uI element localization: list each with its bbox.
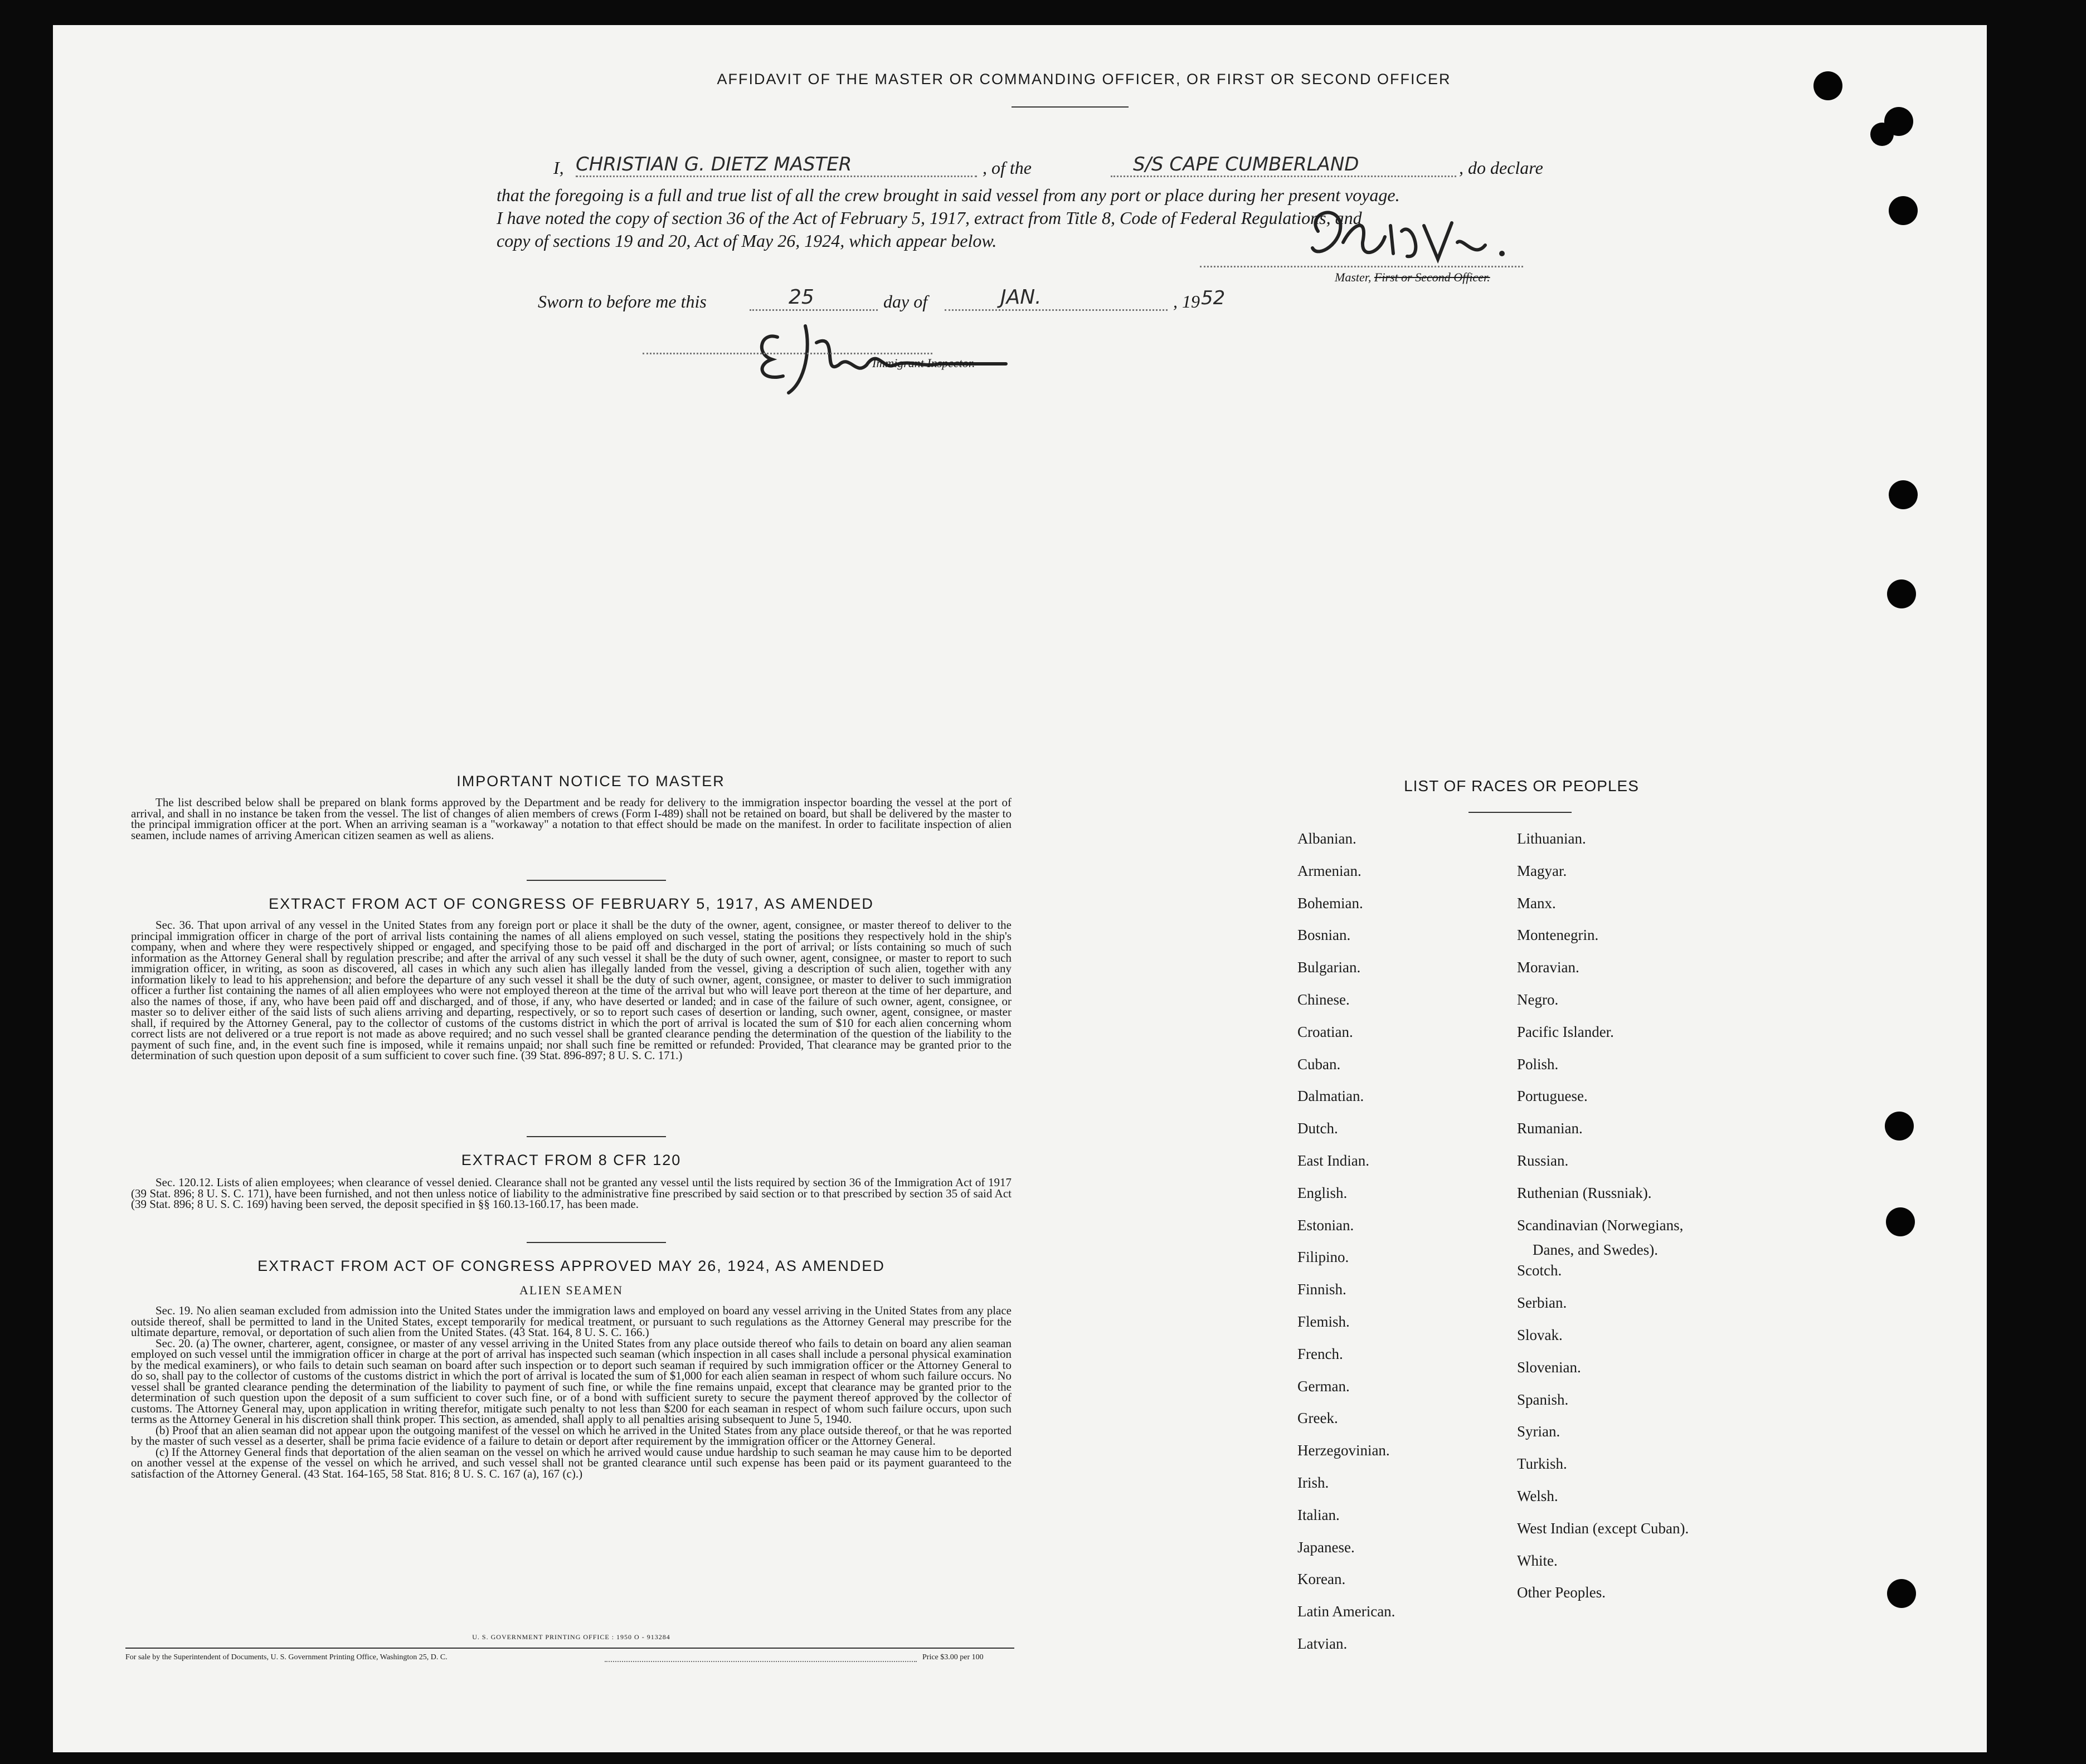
heading-divider	[1012, 106, 1129, 108]
race-item: Bohemian.	[1297, 894, 1363, 912]
race-item: Italian.	[1297, 1506, 1340, 1523]
year-prefix: , 19	[1173, 291, 1200, 311]
declarant-name: CHRISTIAN G. DIETZ MASTER	[576, 153, 852, 176]
race-item: West Indian (except Cuban).	[1517, 1519, 1689, 1537]
divider-2	[527, 1136, 666, 1137]
race-item: East Indian.	[1297, 1152, 1369, 1169]
of-the-label: , of the	[983, 158, 1032, 178]
binder-hole	[1886, 1207, 1915, 1236]
race-item: Danes, and Swedes).	[1533, 1241, 1658, 1258]
footer-leader	[605, 1661, 917, 1662]
race-item: Cuban.	[1297, 1055, 1341, 1073]
sworn-prefix: Sworn to before me this	[538, 291, 707, 311]
race-item: Slovenian.	[1517, 1358, 1581, 1376]
binder-hole	[1885, 1112, 1914, 1141]
race-item: Other Peoples.	[1517, 1584, 1606, 1601]
inspector-signature-line	[643, 353, 932, 354]
race-item: Magyar.	[1517, 862, 1567, 879]
race-item: Spanish.	[1517, 1391, 1569, 1408]
race-item: Slovak.	[1517, 1327, 1563, 1343]
extract-1917-text: Sec. 36. That upon arrival of any vessel in the United States from any foreign port or place it shall be the duty of the owner, agent, consignee, or master thereof to deliver to the principal immigration officer in charge of the port of arrival lists containing the names of all aliens employed on such vessel, stating the positions they respectively hold in the ship's company, when and where they were respectively shipped or engaged, and specifying those to be paid off and discharged in the port of arrival; or lists containing so much of such information as the Attorney General shall by regulation prescribe; and after the arrival of any such vessel it shall be the duty of such owner, agent, consignee, or master to report to such immigration officer, in writing, as soon as discovered, all cases in which any such alien has illegally landed from the vessel, giving a description of such alien, together with any information likely to lead to his apprehension; and before the departure of any such vessel it shall be the duty of such owner, agent, consignee, or master to deliver to such immigration officer a further list containing the names of all alien employees who were not employed thereon at the time of the arrival but who will leave port thereon at the time of her departure, and also the names of those, if any, who have been paid off and discharged, and of those, if any, who have deserted or landed; and in case of the failure of such owner, agent, consignee, or master so to deliver either of the said lists of such aliens arriving and departing, respectively, or so to report such cases of desertion or landing, such owner, agent, consignee, or master shall, if required by the Attorney General, pay to the collector of customs of the customs district in which the port of arrival is located the sum of $10 for each alien concerning whom correct lists are not delivered or a true report is not made as above required; and no such vessel shall be granted clearance pending the determination of the question of the liability to the payment of such fine, and, in the event such fine is imposed, while it remains unpaid; nor shall such fine be remitted or refunded: Provided, That clearance may be granted prior to the determination of such question upon deposit of a sum sufficient to cover such fine. (39 Stat. 896-897; 8 U. S. C. 171.)	[131, 918, 1012, 1062]
section-19: Sec. 19. No alien seaman excluded from admission into the United States under the immigration laws and employed on board any vessel arriving in the United States from any place outside thereof, shall be permitted to land in the United States, except temporarily for medical treatment, or pursuant to such regulations as the Attorney General may prescribe for the ultimate departure, removal, or deportation of such alien from the United States. (43 Stat. 164, 8 U. S. C. 166.)	[131, 1304, 1012, 1339]
race-item: White.	[1517, 1552, 1558, 1569]
extract-1924-subheading: ALIEN SEAMEN	[519, 1283, 623, 1297]
section-20a: Sec. 20. (a) The owner, charterer, agent, consignee, or master of any vessel arriving in the United States from any place outside thereof who fails to detain on board any alien seaman employed on such vessel until the immigration officer in charge at the port of arrival has inspected such seaman (which inspection in all cases shall include a personal physical examination by the medical examiners), or who fails to detain such seaman on board after such inspection or to deport such seaman if required by such immigration officer or the Attorney General to do so, shall pay to the collector of customs of the customs district in which the port of arrival is located the sum of $1,000 for each alien seaman in respect of whom such failure occurs. No vessel shall be granted clearance pending the determination of the liability to payment of such fine, or while the fine remains unpaid, except that clearance may be granted prior to the determination of such question upon the deposit of a sum sufficient to cover such fine, or of a bond with sufficient surety to secure the payment thereof approved by the collector of customs. The Attorney General may, upon application in writing therefor, mitigate such penalty to not less than $200 for each seaman in respect of whom such failure occurs, upon such terms as the Attorney General in his discretion shall think proper. This section, as amended, shall apply to all penalties arising subsequent to June 5, 1940.	[131, 1336, 1012, 1426]
race-item: German.	[1297, 1377, 1350, 1395]
race-item: Portuguese.	[1517, 1088, 1588, 1105]
race-item: Pacific Islander.	[1517, 1023, 1614, 1040]
affidavit-line-1	[553, 153, 1607, 181]
race-item: Finnish.	[1297, 1281, 1346, 1298]
signature-caption: Master, First or Second Officer.	[1335, 270, 1490, 284]
binder-hole	[1889, 196, 1918, 225]
affidavit-line-3: I have noted the copy of section 36 of the Act of February 5, 1917, extract from Title 8, Code of Federal Regulations, and	[497, 208, 1362, 228]
race-item: English.	[1297, 1184, 1348, 1201]
vessel-name: S/S CAPE CUMBERLAND	[1133, 153, 1359, 176]
master-signature	[1296, 192, 1530, 281]
binder-hole	[1887, 579, 1916, 608]
divider-3	[527, 1242, 666, 1243]
race-item: Dutch.	[1297, 1120, 1338, 1137]
sworn-day: 25	[789, 286, 814, 309]
race-item: Moravian.	[1517, 959, 1579, 976]
race-item: Scotch.	[1517, 1262, 1562, 1279]
notice-text: The list described below shall be prepared on blank forms approved by the Department and be ready for delivery to the immigration inspector boarding the vessel at the port of arrival, and shall in no instance be taken from the vessel. The list of changes of alien members of crews (Form I-489) shall not be retained on board, but shall be delivered by the master to the principal immigration officer at the port. When an arriving seaman is a "workaway" a notation to that effect should be made on the manifest. In order to facilitate inspection of alien seamen, include names of arriving American citizen seamen as well as aliens.	[131, 796, 1012, 842]
race-item: Armenian.	[1297, 862, 1362, 879]
race-item: Rumanian.	[1517, 1120, 1583, 1137]
race-item: Bulgarian.	[1297, 959, 1361, 976]
extract-1924-heading: EXTRACT FROM ACT OF CONGRESS APPROVED MAY 26, 1924, AS AMENDED	[257, 1258, 885, 1274]
binder-hole	[1887, 1579, 1916, 1608]
price-note: Price $3.00 per 100	[922, 1653, 984, 1661]
race-item: Herzegovinian.	[1297, 1442, 1390, 1459]
master-signature-line	[1200, 266, 1523, 267]
extract-cfr-text: Sec. 120.12. Lists of alien employees; when clearance of vessel denied. Clearance shall not be granted any vessel until the lists required by section 36 of the Immigration Act of 1917 (39 Stat. 896; 8 U. S. C. 171), have been furnished, and not then unless notice of liability to the administrative fine prescribed by said section or to that prescribed by section 35 of said Act (39 Stat. 896; 8 U. S. C. 169) having been served, the deposit specified in §§ 160.13-160.17, has been made.	[131, 1176, 1012, 1211]
race-item: Filipino.	[1297, 1249, 1349, 1266]
race-item: Syrian.	[1517, 1423, 1560, 1440]
day-of-label: day of	[883, 291, 928, 311]
do-declare-label: , do declare	[1459, 158, 1543, 178]
binder-hole	[1813, 71, 1842, 100]
race-item: Latvian.	[1297, 1635, 1348, 1652]
race-item: Korean.	[1297, 1571, 1346, 1588]
race-item: Croatian.	[1297, 1023, 1353, 1040]
affidavit-line-2: that the foregoing is a full and true list of all the crew brought in said vessel from any port or place during her present voyage.	[497, 185, 1400, 205]
affidavit-line-4: copy of sections 19 and 20, Act of May 26, 1924, which appear below.	[497, 231, 997, 251]
race-item: Serbian.	[1517, 1294, 1567, 1312]
race-item: Japanese.	[1297, 1538, 1355, 1556]
race-item: Ruthenian (Russniak).	[1517, 1184, 1652, 1201]
race-item: Negro.	[1517, 991, 1559, 1008]
document-page	[53, 25, 1987, 1752]
race-item: Montenegrin.	[1517, 927, 1599, 944]
races-divider	[1469, 812, 1572, 813]
inspector-caption: Immigrant Inspector.	[872, 356, 975, 370]
race-item: French.	[1297, 1345, 1343, 1362]
race-item: Estonian.	[1297, 1216, 1354, 1234]
race-item: Greek.	[1297, 1410, 1338, 1427]
section-20b: (b) Proof that an alien seaman did not appear upon the outgoing manifest of the vessel on which he arrived in the United States from any place outside thereof, or that he was reported by the master of such vessel as a deserter, shall be prima facie evidence of a failure to detain or deport after requirement by the immigration officer or the Attorney General.	[131, 1423, 1012, 1448]
section-20c: (c) If the Attorney General finds that deportation of the alien seaman on the vessel on which he arrived would cause undue hardship to such seaman he may cause him to be deported on another vessel at the expense of the vessel on which he arrived, and such vessel shall not be granted clearance until such expense has been paid or its payment guaranteed to the satisfaction of the Attorney General. (43 Stat. 164-165, 58 Stat. 816; 8 U. S. C. 167 (a), 167 (c).)	[131, 1445, 1012, 1480]
race-item: Russian.	[1517, 1152, 1569, 1169]
for-sale-note: For sale by the Superintendent of Documents, U. S. Government Printing Office, Washington 25, D. C.	[125, 1653, 448, 1661]
race-item: Irish.	[1297, 1474, 1329, 1491]
sworn-line	[538, 286, 1429, 315]
divider-1	[527, 880, 666, 881]
race-item: Chinese.	[1297, 991, 1350, 1008]
races-heading: LIST OF RACES OR PEOPLES	[1404, 777, 1639, 795]
race-item: Bosnian.	[1297, 927, 1351, 944]
extract-cfr-heading: EXTRACT FROM 8 CFR 120	[461, 1152, 682, 1168]
sworn-month: JAN.	[1000, 286, 1042, 309]
race-item: Flemish.	[1297, 1313, 1350, 1330]
printing-office-note: U. S. GOVERNMENT PRINTING OFFICE : 1950 O - 913284	[472, 1633, 670, 1641]
race-item: Turkish.	[1517, 1455, 1567, 1473]
race-item: Scandinavian (Norwegians,	[1517, 1216, 1684, 1234]
footer-rule	[125, 1648, 1014, 1649]
binder-hole	[1870, 123, 1894, 146]
binder-hole	[1889, 480, 1918, 509]
race-item: Manx.	[1517, 894, 1556, 912]
notice-heading: IMPORTANT NOTICE TO MASTER	[456, 773, 725, 790]
race-item: Dalmatian.	[1297, 1088, 1364, 1105]
sworn-year: 52	[1201, 287, 1226, 309]
affidavit-heading: AFFIDAVIT OF THE MASTER OR COMMANDING OFFICER, OR FIRST OR SECOND OFFICER	[717, 71, 1451, 87]
race-item: Latin American.	[1297, 1603, 1395, 1620]
extract-1924-text	[131, 1305, 1012, 1479]
race-item: Welsh.	[1517, 1488, 1558, 1504]
extract-1917-heading: EXTRACT FROM ACT OF CONGRESS OF FEBRUARY 5, 1917, AS AMENDED	[269, 895, 874, 912]
race-item: Albanian.	[1297, 830, 1356, 847]
race-item: Lithuanian.	[1517, 830, 1586, 847]
declarant-prefix: I,	[553, 158, 564, 178]
race-item: Polish.	[1517, 1055, 1559, 1073]
